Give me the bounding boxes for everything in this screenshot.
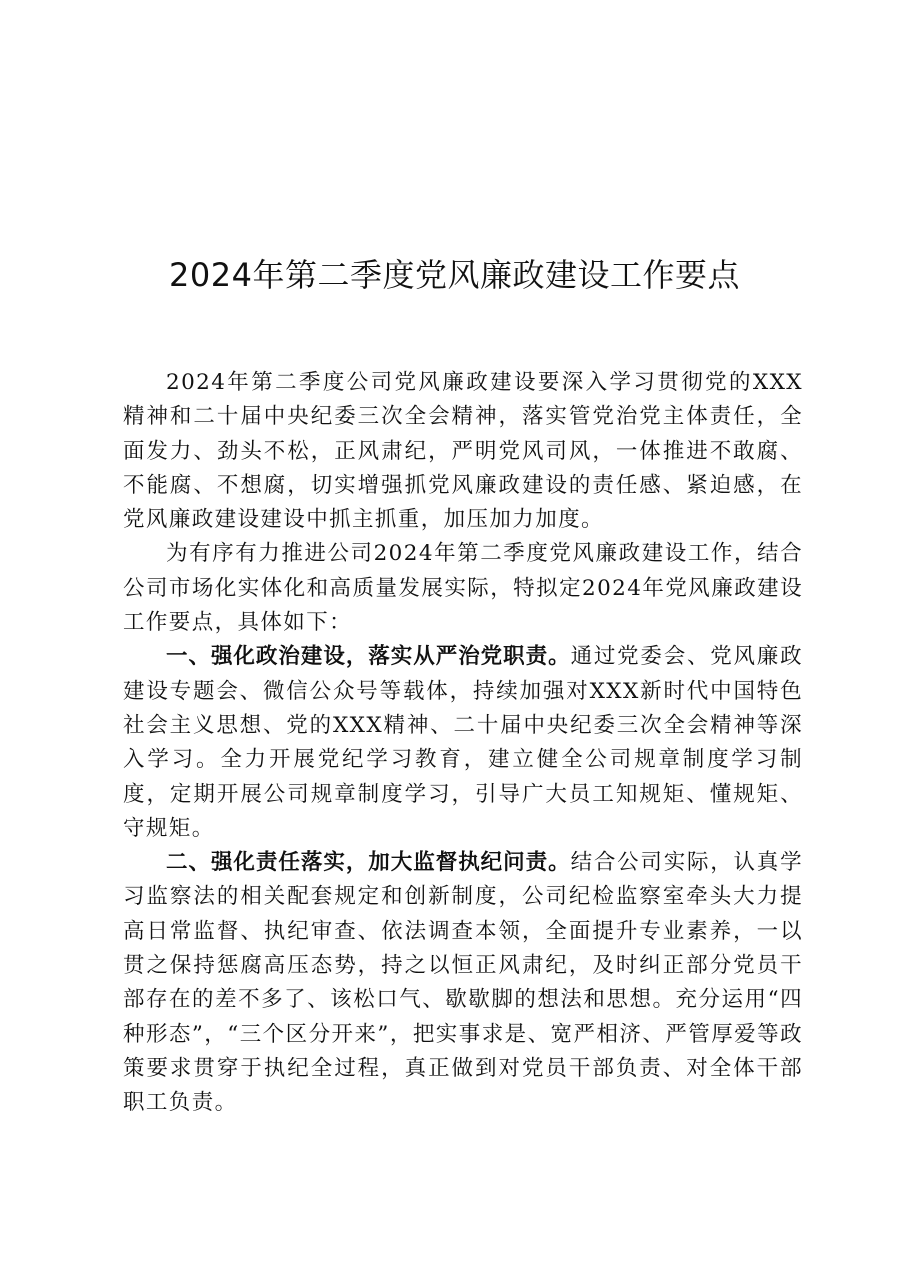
- section-one-text: 通过党委会、党风廉政建设专题会、微信公众号等载体，持续加强对XXX新时代中国特色社会主义思想、党的XXX精神、二十届中央纪委三次全会精神等深入学习。全力开展党纪学习教育，建立健全公司规章制度学习制度，定期开展公司规章制度学习，引导广大员工知规矩、懂规矩、守规矩。: [123, 644, 803, 841]
- document-body: [123, 366, 803, 1121]
- section-one-heading: 一、强化政治建设，落实从严治党职责。: [166, 644, 571, 670]
- section-two-paragraph: [123, 846, 803, 1120]
- intro-paragraph-text: 2024年第二季度公司党风廉政建设要深入学习贯彻党的XXX精神和二十届中央纪委三次全会精神，落实管党治党主体责任，全面发力、劲头不松，正风肃纪，严明党风司风，一体推进不敢腐、不能腐、不想腐，切实增强抓党风廉政建设的责任感、紧迫感，在党风廉政建设建设中抓主抓重，加压加力加度。: [123, 370, 803, 533]
- purpose-paragraph: [123, 537, 803, 640]
- section-two-text: 结合公司实际，认真学习监察法的相关配套规定和创新制度，公司纪检监察室牵头大力提高日常监督、执纪审查、依法调查本领，全面提升专业素养，一以贯之保持惩腐高压态势，持之以恒正风肃纪，及时纠正部分党员干部存在的差不多了、该松口气、歇歇脚的想法和思想。充分运用“四种形态”，“三个区分开来”，把实事求是、宽严相济、严管厚爱等政策要求贯穿于执纪全过程，真正做到对党员干部负责、对全体干部职工负责。: [123, 850, 803, 1116]
- section-two-heading: 二、强化责任落实，加大监督执纪问责。: [166, 850, 571, 876]
- document-title: 2024年第二季度党风廉政建设工作要点: [169, 256, 740, 294]
- purpose-paragraph-text: 为有序有力推进公司2024年第二季度党风廉政建设工作，结合公司市场化实体化和高质量发展实际，特拟定2024年党风廉政建设工作要点，具体如下：: [123, 541, 803, 636]
- intro-paragraph: [123, 366, 803, 537]
- section-one-paragraph: [123, 640, 803, 846]
